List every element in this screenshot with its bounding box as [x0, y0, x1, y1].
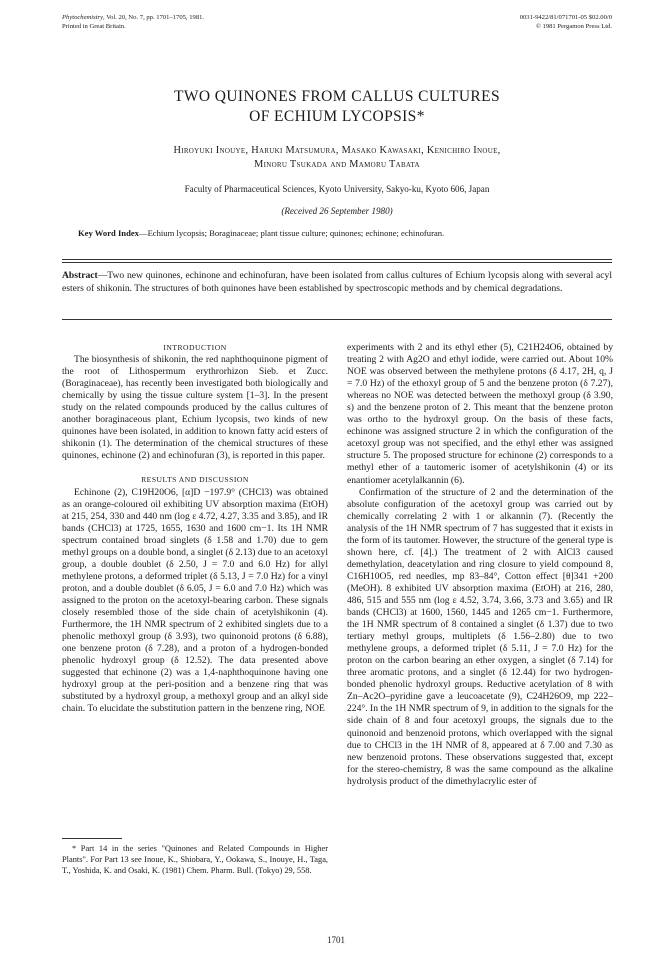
page-number: 1701: [327, 935, 345, 945]
authors-line-2: Minoru Tsukada and Mamoru Tabata: [254, 159, 420, 170]
divider-rule: [62, 259, 612, 260]
received-date: (Received 26 September 1980): [281, 206, 393, 216]
abstract-text: —Two new quinones, echinone and echinofuran, have been isolated from callus cultures of Echium lycopsis along with several acyl esters of shikonin. The structures of both quinones have been established by spectroscopic methods and by chemical degradations.: [62, 270, 612, 294]
results-paragraph: Echinone (2), C19H20O6, [α]D −197.9° (CHCl3) was obtained as an orange-coloured oil exhibiting UV absorption maxima (EtOH) at 215, 254, 330 and 440 nm (log ε 4.72, 4.27, 3.35 and 3.85), and IR bands (CHCl3) at 1725, 1655, 1630 and 1600 cm−1. Its 1H NMR spectrum contained broad singlets (δ 1.58 and 1.70) due to gem methyl groups on a double bond, a singlet (δ 2.13) due to an acetoxyl group, a double doublet (δ 2.50, J = 7.0 and 6.0 Hz) for allyl methylene protons, a deformed triplet (δ 5.13, J = 7.0 Hz) for a vinyl proton, and a double doublet (δ 6.05, J = 6.0 and 7.0 Hz) which was assigned to the proton on the acetoxyl-bearing carbon. These signals closely resembled those of the side chain of acetylshikonin (4). Furthermore, the 1H NMR spectrum of 2 exhibited singlets due to a phenolic methoxyl group (δ 3.93), two quinonoid protons (δ 6.88), one benzene proton (δ 7.28), and a proton of a hydrogen-bonded phenolic hydroxyl group (δ 12.52). The data presented above suggested that echinone (2) was a 1,4-naphthoquinone having one hydroxyl group at the peri-position and a benzene ring that was substituted by a hydroxyl group, a methoxyl group and an alkyl side chain. To elucidate the substitution pattern in the benzene ring, NOE: [62, 486, 328, 715]
author-list: [62, 144, 612, 172]
journal-header-right: [520, 13, 612, 31]
journal-citation: [62, 13, 204, 22]
abstract: [62, 270, 612, 295]
keyword-index: [78, 228, 608, 239]
printed-in: Printed in Great Britain.: [62, 23, 126, 30]
section-heading-results: RESULTS AND DISCUSSION: [141, 475, 249, 485]
journal-header-left: [62, 13, 204, 31]
title-line-2: OF ECHIUM LYCOPSIS*: [249, 108, 425, 125]
section-heading-introduction: INTRODUCTION: [163, 343, 227, 352]
title-line-1: TWO QUINONES FROM CALLUS CULTURES: [173, 88, 501, 105]
left-column: [62, 342, 328, 715]
footnote: * Part 14 in the series "Quinones and Related Compounds in Higher Plants". For Part 13 see Inoue, K., Shiobara, Y., Ookawa, S., Inouye, H., Taga, T., Yoshida, K. and Osaki, K. (1981) Chem. Pharm. Bull. (Tokyo) 29, 558.: [62, 844, 328, 875]
article-title: [62, 87, 612, 127]
abstract-label: Abstract: [62, 270, 98, 281]
authors-line-1: Hiroyuki Inouye, Haruki Matsumura, Masako Kawasaki, Kenichiro Inoue,: [173, 145, 501, 156]
introduction-paragraph: The biosynthesis of shikonin, the red naphthoquinone pigment of the root of Lithospermum erythrorhizon Sieb. et Zucc. (Boraginaceae), has recently been investigated both biologically and chemically by using the tissue culture system [1–3]. In the present study on the related compounds produced by the callus cultures of another boraginaceous plant, Echium lycopsis, two kinds of new quinones have been isolated, in addition to known fatty acid esters of shikonin (1). The determination of the chemical structures of these quinones, echinone (2) and echinofuran (3), is reported in this paper.: [62, 354, 328, 462]
article-code: 0031-9422/81/071701-05 $02.00/0: [519, 14, 612, 21]
keyword-label: Key Word Index: [78, 228, 139, 238]
body-paragraph: Confirmation of the structure of 2 and the determination of the absolute configuration of the acetoxyl group was carried out by chemically correlating 2 with 1 or alkannin (7). (Recently the analysis of the 1H NMR spectrum of 7 has suggested that it exists in the form of its tautomer. However, the structure of the general type is shown here, cf. [4].) The treatment of 2 with AlCl3 caused demethylation, deacetylation and ring closure to yield compound 8, C16H10O5, red needles, mp 83–84°, Cotton effect [θ]341 +200 (MeOH). 8 exhibited UV absorption maxima (EtOH) at 216, 280, 486, 515 and 555 nm (log ε 4.52, 3.74, 3.66, 3.73 and 3.65) and IR bands (CHCl3) at 1600, 1560, 1445 and 1265 cm−1. Furthermore, the 1H NMR spectrum of 8 contained a singlet (δ 1.37) due to two tertiary methyl groups, multiplets (δ 1.56–2.80) due to two methylene groups, a deformed triplet (δ 5.11, J = 7.0 Hz) for the proton on the carbon bearing an ether oxygen, a singlet (δ 7.14) for three aromatic protons, and a singlet (δ 12.44) for two hydrogen-bonded phenolic hydroxyl groups. Reductive acetylation of 8 with Zn–Ac2O–pyridine gave a leucoacetate (9), C24H26O9, mp 222–224°. In the 1H NMR spectrum of 9, in addition to the signals for the side chain of 8 and four acetoxyl groups, the signals due to the quinonoid and benzenoid protons, which overlapped with the signal due to CHCl3 in the 1H NMR of 8, appeared at δ 7.00 and 7.30 as new benzenoid protons. These observations suggested that, except for the stereo-chemistry, 8 was the same compound as the alkaline hydrolysis product of the dimethylacrylic ester of: [347, 486, 613, 787]
copyright-notice: © 1981 Pergamon Press Ltd.: [535, 23, 612, 30]
journal-volume: , Vol. 20, No. 7, pp. 1701–1705, 1981.: [103, 14, 205, 21]
affiliation: Faculty of Pharmaceutical Sciences, Kyoto University, Sakyo-ku, Kyoto 606, Japan: [184, 184, 490, 194]
journal-name: Phytochemistry: [62, 14, 104, 21]
divider-rule: [62, 262, 612, 263]
keyword-text: —Echium lycopsis; Boraginaceae; plant tissue culture; quinones; echinone; echinofuran.: [138, 228, 445, 238]
divider-rule: [62, 319, 612, 320]
footnote-rule: [62, 838, 122, 839]
body-paragraph: experiments with 2 and its ethyl ether (5), C21H24O6, obtained by treating 2 with Ag2O and ethyl iodide, were carried out. About 10% NOE was observed between the methylene protons (δ 4.17, 2H, q, J = 7.0 Hz) of the ethoxyl group of 5 and the benzene proton (δ 7.27), whereas no NOE was detected between the methoxyl group (δ 3.90, s) and the benzene proton of 2. This meant that the benzene proton was ortho to the hydroxyl group. On the basis of these facts, echinone was assigned structure 2 in which the configuration of the acetoxyl group was not specified, and the ethyl ether was assigned structure 5. The proposed structure for echinone (2) corresponds to a methyl ether of a tautomeric isomer of acetylshikonin (4) or its enantiomer acetylalkannin (6).: [347, 342, 613, 486]
right-column: [347, 342, 613, 788]
